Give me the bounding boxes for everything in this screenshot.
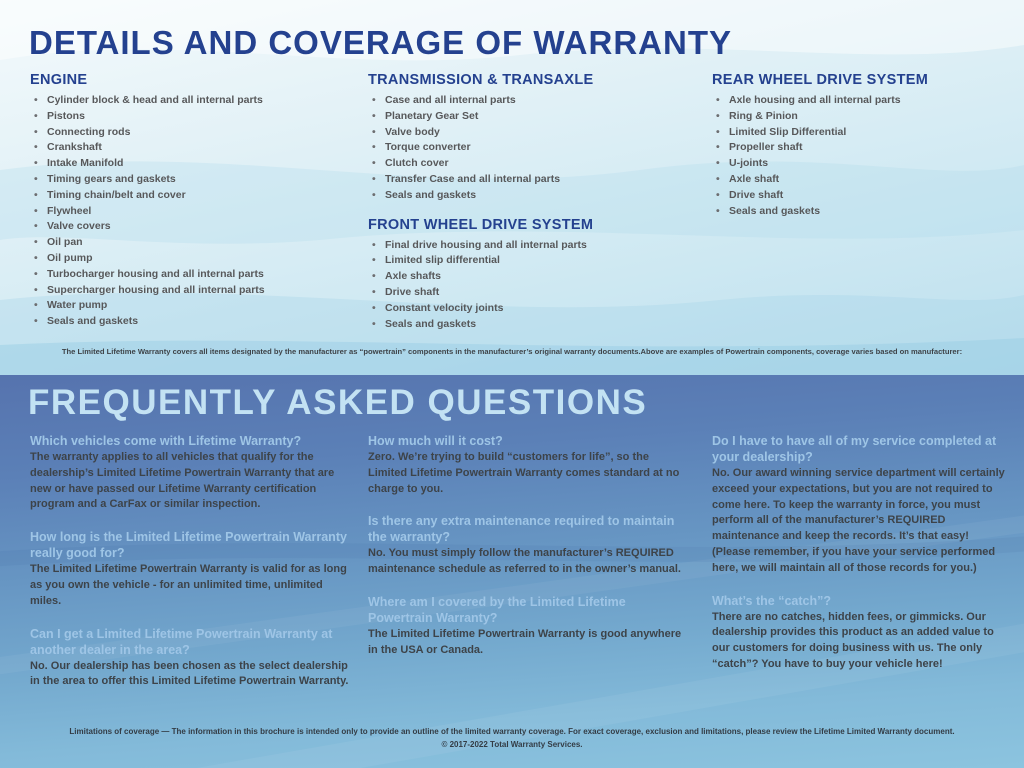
coverage-column-3 [712,72,1004,229]
transmission-item-list [368,93,690,204]
coverage-item-text: Intake Manifold [47,157,124,170]
coverage-item [368,238,690,254]
coverage-item-text: Seals and gaskets [729,204,821,217]
coverage-item-text: Ring & Pinion [729,109,798,122]
coverage-column-1 [30,72,352,340]
faq-question: Is there any extra maintenance required to maintain the warranty? [368,514,675,545]
coverage-item [368,188,690,204]
coverage-item [712,188,1004,204]
coverage-item [30,267,352,283]
coverage-section-engine [30,72,352,330]
coverage-item-text: Drive shaft [385,285,440,298]
coverage-item [30,251,352,267]
bullet-icon: • [34,141,38,154]
coverage-item [368,125,690,141]
section-heading-engine: ENGINE [30,72,88,88]
rear-wheel-item-list [712,93,1004,219]
coverage-item [712,140,1004,156]
bullet-icon: • [34,204,38,217]
bullet-icon: • [716,172,720,185]
bullet-icon: • [34,267,38,280]
coverage-item-text: Constant velocity joints [385,301,504,314]
coverage-item-text: Oil pump [47,251,93,264]
faq-answer: The warranty applies to all vehicles that qualify for the dealership’s Limited Lifetime Powertrain Warranty that are new or have passed our Lifetime Warranty certification program and a CarFax or similar inspection. [30,451,335,511]
bullet-icon: • [716,109,720,122]
bullet-icon: • [372,172,376,185]
bullet-icon: • [372,238,376,251]
coverage-item-text: Crankshaft [47,141,102,154]
coverage-title: DETAILS AND COVERAGE OF WARRANTY [29,24,733,61]
bullet-icon: • [372,157,376,170]
coverage-item-text: Drive shaft [729,188,784,201]
coverage-item [30,204,352,220]
coverage-item [368,253,690,269]
coverage-item-text: Cylinder block & head and all internal parts [47,94,263,106]
coverage-item [712,172,1004,188]
coverage-item [368,140,690,156]
bullet-icon: • [34,125,38,138]
faq-item [368,513,690,578]
faq-answer: The Limited Lifetime Powertrain Warranty is good anywhere in the USA or Canada. [368,627,682,656]
faq-title: FREQUENTLY ASKED QUESTIONS [28,383,648,422]
coverage-item [30,140,352,156]
faq-column-3 [712,433,1008,689]
faq-item [368,433,690,497]
bullet-icon: • [34,157,38,170]
coverage-item-text: Seals and gaskets [385,188,477,201]
coverage-item-text: Turbocharger housing and all internal parts [47,267,264,280]
faq-question: Which vehicles come with Lifetime Warranty? [30,434,302,448]
bullet-icon: • [716,141,720,154]
engine-item-list [30,93,352,330]
coverage-item [368,301,690,317]
faq-column-1 [30,433,354,706]
bullet-icon: • [372,254,376,267]
bullet-icon: • [716,94,720,106]
coverage-item [368,317,690,333]
coverage-item-text: Final drive housing and all internal parts [385,238,587,251]
bullet-icon: • [34,299,38,312]
coverage-item [30,235,352,251]
bullet-icon: • [372,301,376,314]
bullet-icon: • [372,285,376,298]
bullet-icon: • [716,188,720,201]
bullet-icon: • [716,204,720,217]
coverage-item-text: Valve body [385,125,440,138]
bullet-icon: • [372,141,376,154]
coverage-item-text: Case and all internal parts [385,94,516,106]
coverage-item-text: Seals and gaskets [385,317,477,330]
coverage-item-text: Timing gears and gaskets [47,172,176,185]
coverage-item [712,204,1004,220]
coverage-section-front-wheel-drive [368,217,690,333]
faq-item [368,594,690,659]
bullet-icon: • [716,157,720,170]
footer-limitations-text: Limitations of coverage — The information in this brochure is intended only to provide an outline of the limited warranty coverage. For exact coverage, exclusion and limitations, please review the Lifetime Limited Warranty document. [69,727,955,736]
coverage-item [368,109,690,125]
faq-question: Do I have to have all of my service completed at your dealership? [712,434,997,464]
bullet-icon: • [372,109,376,122]
coverage-item-text: Flywheel [47,204,92,217]
coverage-item [30,298,352,314]
coverage-item [712,109,1004,125]
coverage-item [368,269,690,285]
faq-question: Where am I covered by the Limited Lifetime Powertrain Warranty? [368,594,626,625]
faq-question: What’s the “catch”? [712,593,831,608]
section-heading-front-wheel-drive: FRONT WHEEL DRIVE SYSTEM [368,216,594,233]
coverage-item-text: Supercharger housing and all internal parts [47,283,265,296]
coverage-item [30,156,352,172]
coverage-item [30,219,352,235]
coverage-section-transmission [368,72,690,204]
bullet-icon: • [34,251,38,264]
bullet-icon: • [34,283,38,296]
coverage-item-text: Timing chain/belt and cover [47,188,186,201]
bullet-icon: • [716,125,720,138]
coverage-item-text: Valve covers [47,220,111,233]
coverage-item-text: Limited Slip Differential [729,125,847,138]
coverage-item-text: Axle shaft [729,172,780,185]
coverage-item [712,93,1004,109]
bullet-icon: • [372,125,376,138]
coverage-item [30,172,352,188]
coverage-item-text: Pistons [47,109,85,122]
faq-question: How much will it cost? [368,434,503,448]
faq-item [712,433,1008,577]
coverage-item-text: Axle shafts [385,270,442,283]
coverage-item [368,285,690,301]
coverage-item-text: Connecting rods [47,125,131,138]
faq-section [0,375,1024,768]
faq-answer: No. Our award winning service department will certainly exceed your expectations, but you are not required to come here. To keep the warranty in force, you must perform all of the manufacturer’s REQUIRED maintenance and keep the records. It’s that easy! (Please remember, if you have your service performed here, we will maintain all of those records for you.) [712,467,1005,574]
coverage-item-text: Planetary Gear Set [385,109,479,122]
faq-question: Can I get a Limited Lifetime Powertrain Warranty at another dealer in the area? [30,626,333,657]
coverage-item [368,156,690,172]
front-wheel-item-list [368,238,690,333]
coverage-item [368,93,690,109]
coverage-item-text: Water pump [47,299,108,312]
faq-answer: There are no catches, hidden fees, or gimmicks. Our dealership provides this product as an added value to our customers for doing business with us. The only “catch”? You have to buy your vehicle here! [712,610,994,670]
bullet-icon: • [372,94,376,106]
coverage-item-text: Oil pan [47,236,83,249]
coverage-item-text: U-joints [729,157,769,170]
faq-item [30,529,354,609]
section-heading-transmission: TRANSMISSION & TRANSAXLE [368,72,594,88]
coverage-item-text: Transfer Case and all internal parts [385,172,561,185]
coverage-item [712,156,1004,172]
faq-question: How long is the Limited Lifetime Powertrain Warranty really good for? [30,530,347,561]
faq-item [30,433,354,513]
bullet-icon: • [34,109,38,122]
coverage-item-text: Torque converter [385,141,471,154]
coverage-item [30,109,352,125]
bullet-icon: • [34,315,38,328]
faq-answer: No. Our dealership has been chosen as the select dealership in the area to offer this Limited Lifetime Powertrain Warranty. [30,659,349,688]
coverage-item [30,283,352,299]
coverage-item-text: Limited slip differential [385,254,500,267]
bullet-icon: • [372,188,376,201]
coverage-section-rear-wheel-drive [712,72,1004,219]
coverage-disclaimer: The Limited Lifetime Warranty covers all items designated by the manufacturer as “powertrain” components in the manufacturer’s original warranty documents.Above are examples of Powertrain components, coverage varies based on manufacturer: [61,347,963,356]
coverage-item [712,125,1004,141]
bullet-icon: • [34,236,38,249]
bullet-icon: • [372,317,376,330]
coverage-column-2 [368,72,690,342]
bullet-icon: • [34,94,38,106]
bullet-icon: • [34,220,38,233]
coverage-item [30,93,352,109]
faq-column-2 [368,433,690,675]
coverage-item [30,125,352,141]
faq-item [712,593,1008,673]
faq-item [30,626,354,691]
coverage-item-text: Clutch cover [385,157,449,170]
bullet-icon: • [34,172,38,185]
coverage-item [368,172,690,188]
coverage-item-text: Axle housing and all internal parts [729,94,901,106]
bullet-icon: • [372,270,376,283]
faq-answer: Zero. We’re trying to build “customers for life”, so the Limited Lifetime Powertrain Warranty comes standard at no charge to you. [368,451,680,495]
faq-answer: The Limited Lifetime Powertrain Warranty is valid for as long as you own the vehicle - for an unlimited time, unlimited miles. [30,563,347,607]
bullet-icon: • [34,188,38,201]
faq-answer: No. You must simply follow the manufacturer’s REQUIRED maintenance schedule as referred to in the owner’s manual. [368,547,681,576]
coverage-item [30,314,352,330]
section-heading-rear-wheel-drive: REAR WHEEL DRIVE SYSTEM [712,72,929,88]
faq-footer [0,727,1024,749]
coverage-section [0,0,1024,375]
footer-copyright-text: © 2017-2022 Total Warranty Services. [441,740,583,749]
coverage-item-text: Seals and gaskets [47,315,139,328]
coverage-item [30,188,352,204]
coverage-item-text: Propeller shaft [729,141,803,154]
